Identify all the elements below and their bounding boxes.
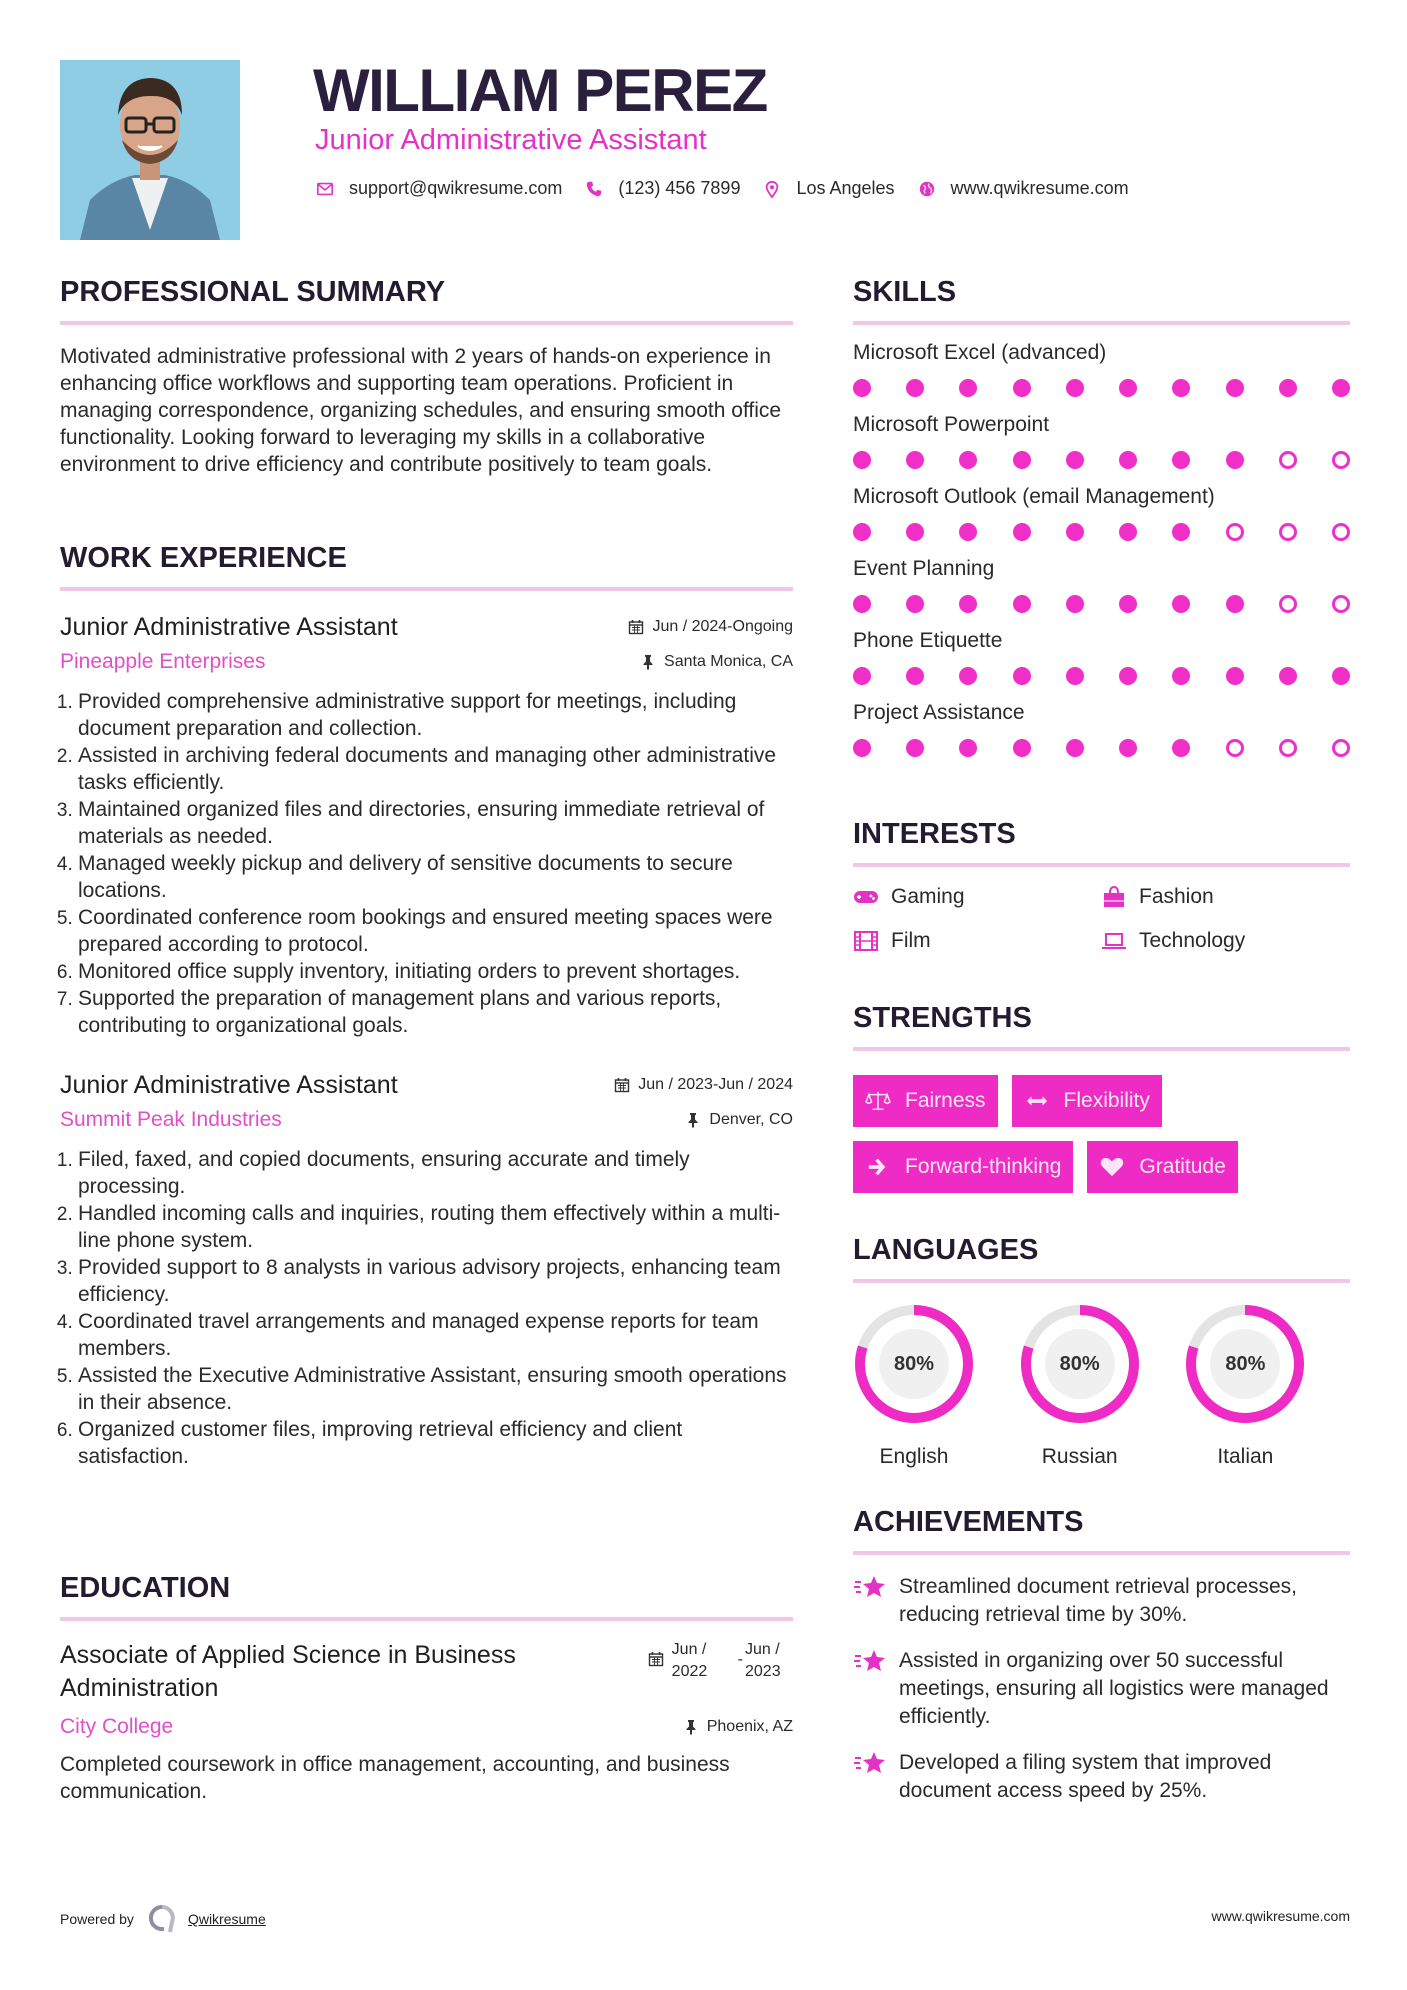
location-text: Los Angeles (796, 178, 895, 198)
rating-dot-empty (1279, 523, 1297, 541)
rating-dot-filled (853, 739, 871, 757)
skill-name: Microsoft Outlook (email Management) (853, 485, 1215, 508)
rating-dot-filled (1226, 595, 1244, 613)
job-location: Denver, CO (685, 1111, 793, 1129)
job-location: Santa Monica, CA (640, 653, 793, 671)
rating-dot-empty (1332, 595, 1350, 613)
globe-icon (917, 179, 937, 199)
rating-dot-filled (1066, 739, 1084, 757)
bullet-item: 3. Maintained organized files and directories, ensuring immediate retrieval of materials as needed. (78, 796, 793, 850)
bullet-item: 4. Coordinated travel arrangements and managed expense reports for team members. (78, 1308, 793, 1362)
rating-dot-empty (1279, 451, 1297, 469)
job-title: Junior Administrative Assistant (60, 613, 398, 641)
skill-rating (853, 379, 1350, 397)
section-divider (853, 321, 1350, 325)
shopping-bag-icon (1101, 886, 1127, 908)
rating-dot-filled (1119, 451, 1137, 469)
language-name: English (879, 1445, 949, 1468)
skill-rating (853, 523, 1350, 541)
shooting-star-icon (853, 1749, 887, 1777)
language-item (853, 1303, 1019, 1469)
section-divider (60, 1617, 793, 1621)
skill-name: Microsoft Powerpoint (853, 413, 1050, 436)
job-bullets (60, 1146, 793, 1470)
skill-item (853, 413, 1350, 469)
bullet-item: 5. Assisted the Executive Administrative Assistant, ensuring smooth operations in their absence. (78, 1362, 793, 1416)
skill-name: Phone Etiquette (853, 629, 1003, 652)
language-progress-ring (1184, 1303, 1306, 1425)
rating-dot-filled (906, 451, 924, 469)
bullet-item: 7. Supported the preparation of management plans and various reports, contributing to organizational goals. (78, 985, 793, 1039)
profile-photo (60, 60, 240, 240)
footer-powered-by: Powered by Qwikresume (60, 1904, 266, 1934)
rating-dot-filled (906, 379, 924, 397)
language-name: Italian (1217, 1445, 1274, 1468)
achievements-section (853, 1506, 1350, 1805)
company-name: Pineapple Enterprises (60, 650, 266, 673)
rating-dot-filled (1172, 523, 1190, 541)
skill-item (853, 701, 1350, 757)
summary-section (60, 276, 793, 478)
rating-dot-filled (1119, 595, 1137, 613)
skill-rating (853, 595, 1350, 613)
rating-dot-filled (959, 523, 977, 541)
phone-icon (584, 179, 604, 199)
rating-dot-filled (853, 451, 871, 469)
bullet-item: 3. Provided support to 8 analysts in various advisory projects, enhancing team efficiency. (78, 1254, 793, 1308)
calendar-icon (648, 1651, 664, 1667)
rating-dot-filled (1119, 523, 1137, 541)
contact-bar (315, 178, 1151, 199)
rating-dot-filled (853, 379, 871, 397)
job-dates: Jun / 2024-Ongoing (628, 618, 793, 636)
skill-item (853, 557, 1350, 613)
section-divider (853, 1047, 1350, 1051)
experience-section (60, 542, 793, 1470)
rating-dot-filled (1013, 523, 1031, 541)
rating-dot-filled (906, 667, 924, 685)
rating-dot-filled (853, 595, 871, 613)
rating-dot-filled (906, 595, 924, 613)
skills-section (853, 276, 1350, 757)
qwikresume-link[interactable]: Qwikresume (187, 1911, 266, 1927)
phone-text: (123) 456 7899 (618, 178, 741, 198)
strength-badge: Fairness (853, 1075, 998, 1127)
email-text: support@qwikresume.com (349, 178, 563, 198)
language-progress-ring (853, 1303, 975, 1425)
rating-dot-filled (959, 667, 977, 685)
rating-dot-empty (1332, 739, 1350, 757)
section-heading: LANGUAGES (853, 1234, 1039, 1266)
skill-name: Microsoft Excel (advanced) (853, 341, 1107, 364)
pushpin-icon (640, 654, 656, 670)
achievement-item: Streamlined document retrieval processes, reducing retrieval time by 30%. (853, 1573, 1350, 1629)
footer-website-link[interactable]: www.qwikresume.com (1211, 1908, 1350, 1924)
interest-item: Technology (1101, 929, 1349, 953)
rating-dot-filled (1226, 667, 1244, 685)
calendar-icon (614, 1077, 630, 1093)
rating-dot-empty (1226, 523, 1244, 541)
film-icon (853, 930, 879, 952)
website-text: www.qwikresume.com (950, 178, 1129, 198)
rating-dot-filled (1066, 667, 1084, 685)
contact-website[interactable] (917, 178, 1129, 199)
job-entry (60, 1071, 793, 1470)
rating-dot-filled (1332, 667, 1350, 685)
section-heading: WORK EXPERIENCE (60, 542, 347, 574)
skill-name: Event Planning (853, 557, 995, 580)
envelope-icon (315, 179, 335, 199)
rating-dot-filled (1172, 379, 1190, 397)
interest-item: Fashion (1101, 885, 1349, 909)
rating-dot-filled (1119, 739, 1137, 757)
interest-item: Gaming (853, 885, 1101, 909)
rating-dot-filled (1332, 379, 1350, 397)
pushpin-icon (683, 1719, 699, 1735)
achievement-item: Assisted in organizing over 50 successful meetings, ensuring all logistics were managed efficiently. (853, 1647, 1350, 1731)
skill-item (853, 629, 1350, 685)
rating-dot-filled (1172, 451, 1190, 469)
laptop-icon (1101, 930, 1127, 952)
section-heading: INTERESTS (853, 818, 1016, 850)
language-item (1184, 1303, 1350, 1469)
rating-dot-empty (1332, 451, 1350, 469)
rating-dot-empty (1279, 595, 1297, 613)
rating-dot-filled (1279, 667, 1297, 685)
bullet-item: 5. Coordinated conference room bookings and ensured meeting spaces were prepared according to protocol. (78, 904, 793, 958)
gamepad-icon (853, 886, 879, 908)
rating-dot-filled (959, 739, 977, 757)
school-name: City College (60, 1715, 174, 1738)
job-entry (60, 613, 793, 1039)
rating-dot-filled (853, 667, 871, 685)
pushpin-icon (685, 1112, 701, 1128)
rating-dot-filled (1119, 667, 1137, 685)
rating-dot-filled (1066, 451, 1084, 469)
shooting-star-icon (853, 1647, 887, 1675)
rating-dot-filled (1013, 667, 1031, 685)
job-bullets (60, 688, 793, 1039)
calendar-icon (628, 619, 644, 635)
contact-location (762, 178, 894, 199)
section-divider (853, 1279, 1350, 1283)
rating-dot-filled (959, 595, 977, 613)
section-heading: PROFESSIONAL SUMMARY (60, 276, 446, 308)
summary-text: Motivated administrative professional with 2 years of hands-on experience in enhancing office workflows and supporting team operations. Proficient in managing correspondence, organizing schedules, and ensuring smooth office functionality. Looking forward to leveraging my skills in a collaborative environment to drive efficiency and contribute positively to team goals. (60, 345, 782, 476)
languages-section (853, 1234, 1350, 1469)
rating-dot-filled (906, 739, 924, 757)
rating-dot-filled (1066, 523, 1084, 541)
rating-dot-filled (1172, 667, 1190, 685)
rating-dot-filled (1013, 451, 1031, 469)
rating-dot-filled (1066, 595, 1084, 613)
bullet-item: 4. Managed weekly pickup and delivery of sensitive documents to secure locations. (78, 850, 793, 904)
skill-rating (853, 451, 1350, 469)
rating-dot-filled (1172, 739, 1190, 757)
education-description: Completed coursework in office management, accounting, and business communication. (60, 1753, 730, 1803)
bullet-item: 1. Filed, faxed, and copied documents, ensuring accurate and timely processing. (78, 1146, 793, 1200)
rating-dot-filled (1013, 595, 1031, 613)
candidate-name: WILLIAM PEREZ (313, 57, 767, 124)
section-divider (853, 1551, 1350, 1555)
education-section (60, 1572, 793, 1805)
job-title: Junior Administrative Assistant (60, 1071, 398, 1099)
skill-rating (853, 667, 1350, 685)
skill-item (853, 485, 1350, 541)
section-heading: ACHIEVEMENTS (853, 1506, 1084, 1538)
language-percent: 80% (893, 1352, 935, 1375)
skill-name: Project Assistance (853, 701, 1025, 724)
education-location: Phoenix, AZ (683, 1718, 793, 1736)
arrow-right-icon (865, 1156, 891, 1178)
rating-dot-filled (1013, 379, 1031, 397)
section-divider (853, 863, 1350, 867)
bullet-item: 2. Assisted in archiving federal documents and managing other administrative tasks efficiently. (78, 742, 793, 796)
balance-scale-icon (865, 1090, 891, 1112)
arrows-horizontal-icon (1024, 1090, 1050, 1112)
language-percent: 80% (1059, 1352, 1100, 1375)
company-name: Summit Peak Industries (60, 1108, 282, 1131)
rating-dot-empty (1279, 739, 1297, 757)
skill-item (853, 341, 1350, 397)
bullet-item: 6. Organized customer files, improving retrieval efficiency and client satisfaction. (78, 1416, 793, 1470)
strength-badge: Gratitude (1087, 1141, 1237, 1193)
contact-email[interactable] (315, 178, 562, 199)
rating-dot-empty (1332, 523, 1350, 541)
person-portrait-icon (60, 60, 240, 240)
bullet-item: 2. Handled incoming calls and inquiries, routing them effectively within a multi-line phone system. (78, 1200, 793, 1254)
bullet-item: 1. Provided comprehensive administrative support for meetings, including document preparation and collection. (78, 688, 793, 742)
rating-dot-filled (906, 523, 924, 541)
degree-title: Associate of Applied Science in Business Administration (60, 1641, 516, 1702)
rating-dot-filled (1172, 595, 1190, 613)
rating-dot-empty (1226, 739, 1244, 757)
heart-icon (1099, 1156, 1125, 1178)
achievement-item: Developed a filing system that improved document access speed by 25%. (853, 1749, 1350, 1805)
strength-badge: Forward-thinking (853, 1141, 1073, 1193)
education-dates: Jun / 2022 - Jun / 2023 (648, 1639, 793, 1705)
rating-dot-filled (1226, 451, 1244, 469)
strength-badge: Flexibility (1012, 1075, 1162, 1127)
language-progress-ring (1019, 1303, 1141, 1425)
section-heading: EDUCATION (60, 1572, 231, 1604)
strengths-section (853, 1002, 1350, 1193)
rating-dot-filled (1013, 739, 1031, 757)
rating-dot-filled (853, 523, 871, 541)
candidate-title: Junior Administrative Assistant (315, 124, 707, 156)
qwikresume-logo-icon (148, 1904, 176, 1934)
section-heading: SKILLS (853, 276, 957, 308)
skill-rating (853, 739, 1350, 757)
section-divider (60, 321, 793, 325)
section-heading: STRENGTHS (853, 1002, 1032, 1034)
section-divider (60, 587, 793, 591)
contact-phone[interactable] (584, 178, 740, 199)
job-dates: Jun / 2023-Jun / 2024 (614, 1076, 793, 1094)
language-name: Russian (1041, 1445, 1118, 1468)
language-percent: 80% (1225, 1352, 1266, 1375)
interest-item: Film (853, 929, 1101, 953)
rating-dot-filled (959, 379, 977, 397)
bullet-item: 6. Monitored office supply inventory, initiating orders to prevent shortages. (78, 958, 793, 985)
rating-dot-filled (1119, 379, 1137, 397)
shooting-star-icon (853, 1573, 887, 1601)
rating-dot-filled (959, 451, 977, 469)
interests-section (853, 818, 1350, 953)
rating-dot-filled (1226, 379, 1244, 397)
map-pin-icon (762, 179, 782, 199)
language-item (1019, 1303, 1185, 1469)
rating-dot-filled (1066, 379, 1084, 397)
rating-dot-filled (1279, 379, 1297, 397)
